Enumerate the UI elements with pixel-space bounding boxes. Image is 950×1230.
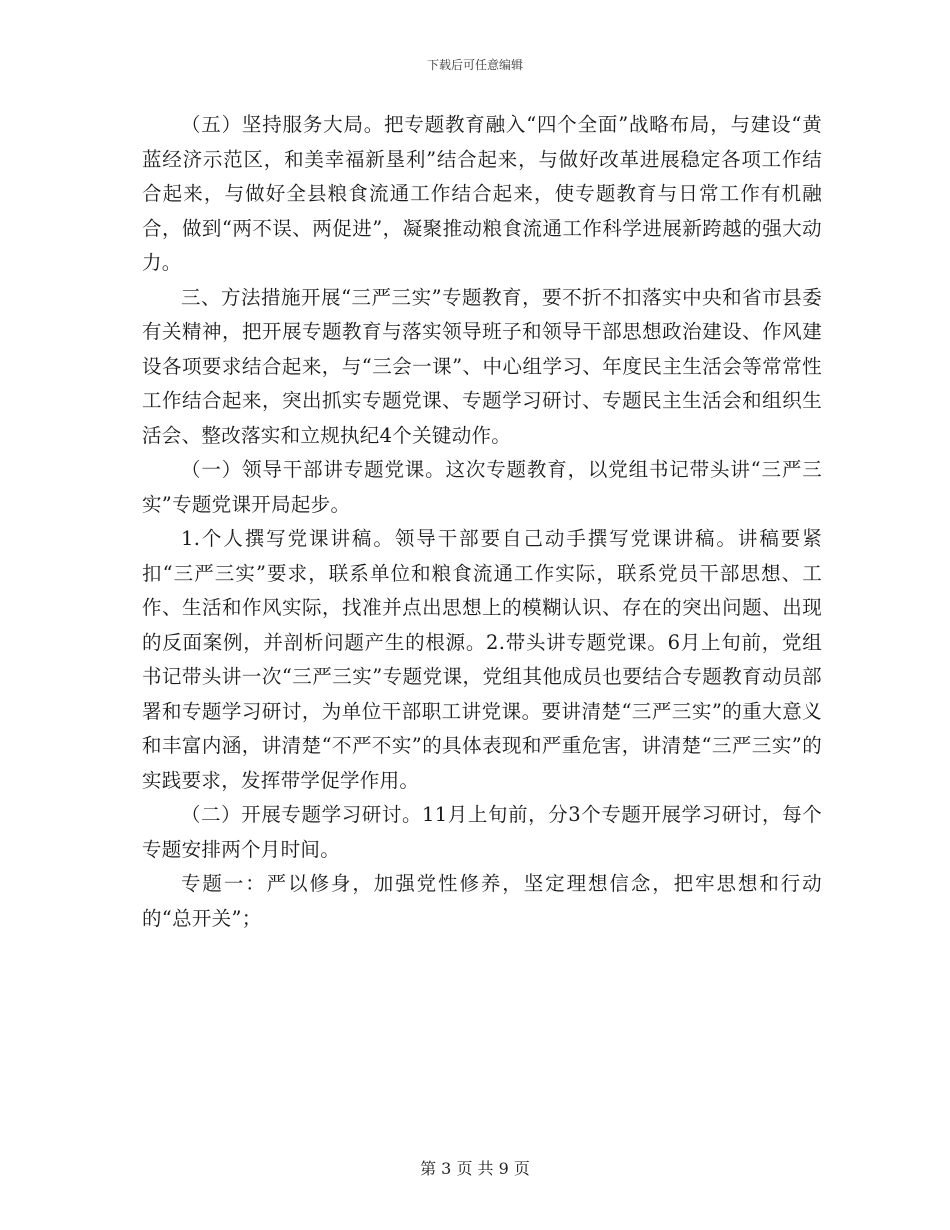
page-header: 下载后可任意编辑 (426, 58, 523, 72)
paragraph-party-lectures: （一）领导干部讲专题党课。这次专题教育，以党组书记带头讲“三严三实”专题党课开局起步。 (142, 458, 822, 516)
paragraph-methods-measures: 三、方法措施开展“三严三实”专题教育，要不折不扣落实中央和省市县委有关精神，把开展专题教育与落实领导班子和领导干部思想政治建设、作风建设各项要求结合起来，与“三会一课”、中心组学习、年度民主生活会等常常性工作结合起来，突出抓实专题党课、专题学习研讨、专题民主生活会和组织生活会、整改落实和立规执纪4个关键动作。 (142, 285, 822, 447)
page-number: 第 3 页 共 9 页 (420, 1159, 530, 1178)
paragraph-topic-one: 专题一：严以修身，加强党性修养，坚定理想信念，把牢思想和行动的“总开关”； (142, 872, 822, 930)
paragraph-lecture-drafts: 1.个人撰写党课讲稿。领导干部要自己动手撰写党课讲稿。讲稿要紧扣“三严三实”要求，联系单位和粮食流通工作实际，联系党员干部思想、工作、生活和作风实际，找准并点出思想上的模糊认识、存在的突出问题、出现的反面案例，并剖析问题产生的根源。2.带头讲专题党课。6月上旬前，党组书记带头讲一次“三严三实”专题党课，党组其他成员也要结合专题教育动员部署和专题学习研讨，为单位干部职工讲党课。要讲清楚“三严三实”的重大意义和丰富内涵，讲清楚“不严不实”的具体表现和严重危害，讲清楚“三严三实”的实践要求，发挥带学促学作用。 (142, 527, 822, 792)
paragraph-service-overall: （五）坚持服务大局。把专题教育融入“四个全面”战略布局，与建设“黄蓝经济示范区，和美幸福新垦利”结合起来，与做好改革进展稳定各项工作结合起来，与做好全县粮食流通工作结合起来，使专题教育与日常工作有机融合，做到“两不误、两促进”，凝聚推动粮食流通工作科学进展新跨越的强大动力。 (142, 113, 822, 274)
document-body (142, 108, 822, 936)
paragraph-study-seminars: （二）开展专题学习研讨。11月上旬前，分3个专题开展学习研讨，每个专题安排两个月时间。 (142, 803, 822, 861)
